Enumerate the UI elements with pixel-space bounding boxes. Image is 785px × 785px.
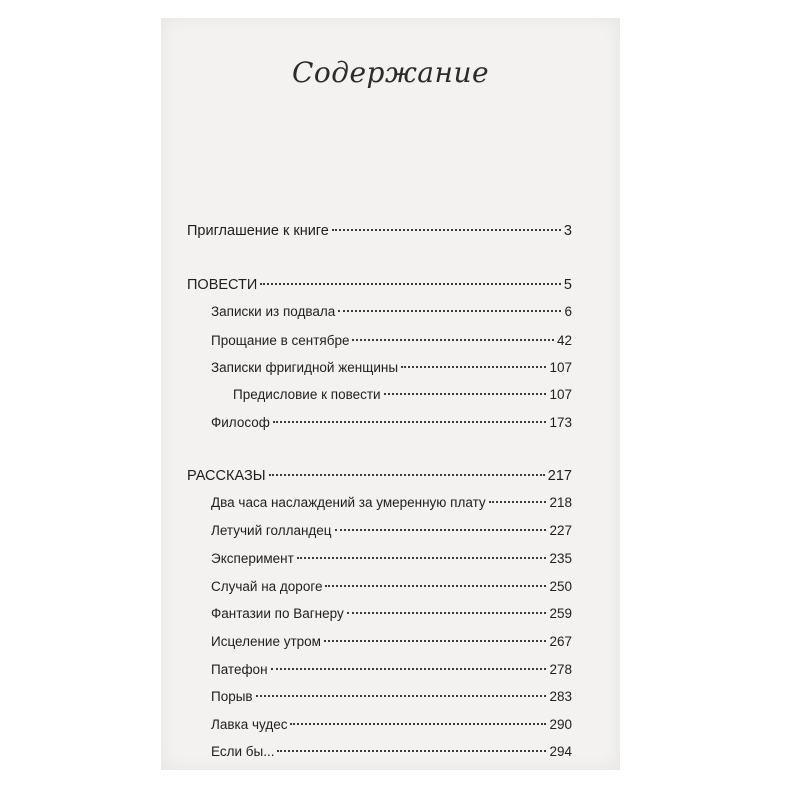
toc-entry-label: Случай на дороге	[211, 579, 323, 594]
toc-leader-dots	[324, 640, 547, 642]
toc-leader-dots	[271, 668, 547, 670]
toc-entry-label: Летучий голландец	[211, 523, 332, 538]
toc-entry	[211, 333, 572, 348]
toc-leader-dots	[260, 283, 561, 285]
toc-page-number: 294	[549, 744, 572, 759]
toc-page-number: 290	[549, 717, 572, 732]
toc-entry	[211, 415, 572, 430]
toc-page-number: 218	[549, 495, 572, 510]
toc-entry	[211, 579, 572, 594]
toc-section-novellas	[187, 277, 572, 293]
toc-leader-dots	[352, 339, 554, 341]
toc-entry-label: Эксперимент	[211, 551, 294, 566]
toc-leader-dots	[277, 750, 546, 752]
toc-entry	[211, 662, 572, 677]
toc-page-number: 259	[549, 606, 572, 621]
toc-entry-label: Фантазии по Вагнеру	[211, 606, 344, 621]
toc-page-number: 3	[563, 223, 572, 239]
toc-entry-label: Прощание в сентябре	[211, 333, 350, 348]
toc-entry	[211, 689, 572, 704]
toc-page-number: 5	[563, 277, 572, 293]
toc-page-number: 173	[549, 415, 572, 430]
toc-page-number: 227	[549, 523, 572, 538]
toc-leader-dots	[338, 310, 561, 312]
toc-leader-dots	[489, 501, 547, 503]
toc-entry-label: Предисловие к повести	[233, 387, 381, 402]
toc-page-number: 235	[549, 551, 572, 566]
page-title: Содержание	[291, 56, 490, 89]
toc-entry-label: Патефон	[211, 662, 268, 677]
toc-section-stories	[187, 468, 572, 484]
toc-entry	[211, 744, 572, 759]
toc-page-number: 217	[547, 468, 572, 484]
toc-page-number: 42	[556, 333, 572, 348]
toc-leader-dots	[273, 421, 547, 423]
toc-leader-dots	[269, 474, 545, 476]
toc-entry-label: Исцеление утром	[211, 634, 321, 649]
toc-leader-dots	[297, 557, 547, 559]
toc-entry-label: РАССКАЗЫ	[187, 468, 266, 484]
book-page	[161, 18, 620, 770]
toc-entry	[211, 495, 572, 510]
toc-page-number: 283	[549, 689, 572, 704]
toc-leader-dots	[347, 612, 547, 614]
toc-leader-dots	[401, 366, 546, 368]
toc-page-number: 250	[549, 579, 572, 594]
toc-entry-label: Лавка чудес	[211, 717, 288, 732]
toc-entry-invitation	[187, 223, 572, 239]
toc-leader-dots	[335, 529, 547, 531]
toc-entry	[233, 387, 572, 402]
toc-entry	[211, 360, 572, 375]
toc-entry	[211, 634, 572, 649]
toc-page-number: 107	[549, 387, 572, 402]
toc-leader-dots	[384, 393, 547, 395]
table-of-contents	[161, 18, 620, 770]
toc-entry	[211, 304, 572, 319]
toc-leader-dots	[290, 723, 546, 725]
toc-leader-dots	[332, 229, 561, 231]
toc-entry-label: Философ	[211, 415, 270, 430]
toc-page-number: 107	[549, 360, 572, 375]
toc-entry	[211, 717, 572, 732]
toc-entry	[211, 606, 572, 621]
toc-entry-label: Приглашение к книге	[187, 223, 329, 239]
toc-entry-label: Два часа наслаждений за умеренную плату	[211, 495, 486, 510]
toc-leader-dots	[256, 695, 547, 697]
toc-page-number: 278	[549, 662, 572, 677]
toc-entry-label: ПОВЕСТИ	[187, 277, 258, 293]
toc-entry	[211, 523, 572, 538]
toc-entry-label: Записки из подвала	[211, 304, 336, 319]
toc-entry-label: Порыв	[211, 689, 253, 704]
toc-entry	[211, 551, 572, 566]
toc-page-number: 267	[549, 634, 572, 649]
toc-entry-label: Записки фригидной женщины	[211, 360, 399, 375]
toc-entry-label: Если бы...	[211, 744, 275, 759]
toc-leader-dots	[325, 585, 546, 587]
toc-page-number: 6	[564, 304, 572, 319]
